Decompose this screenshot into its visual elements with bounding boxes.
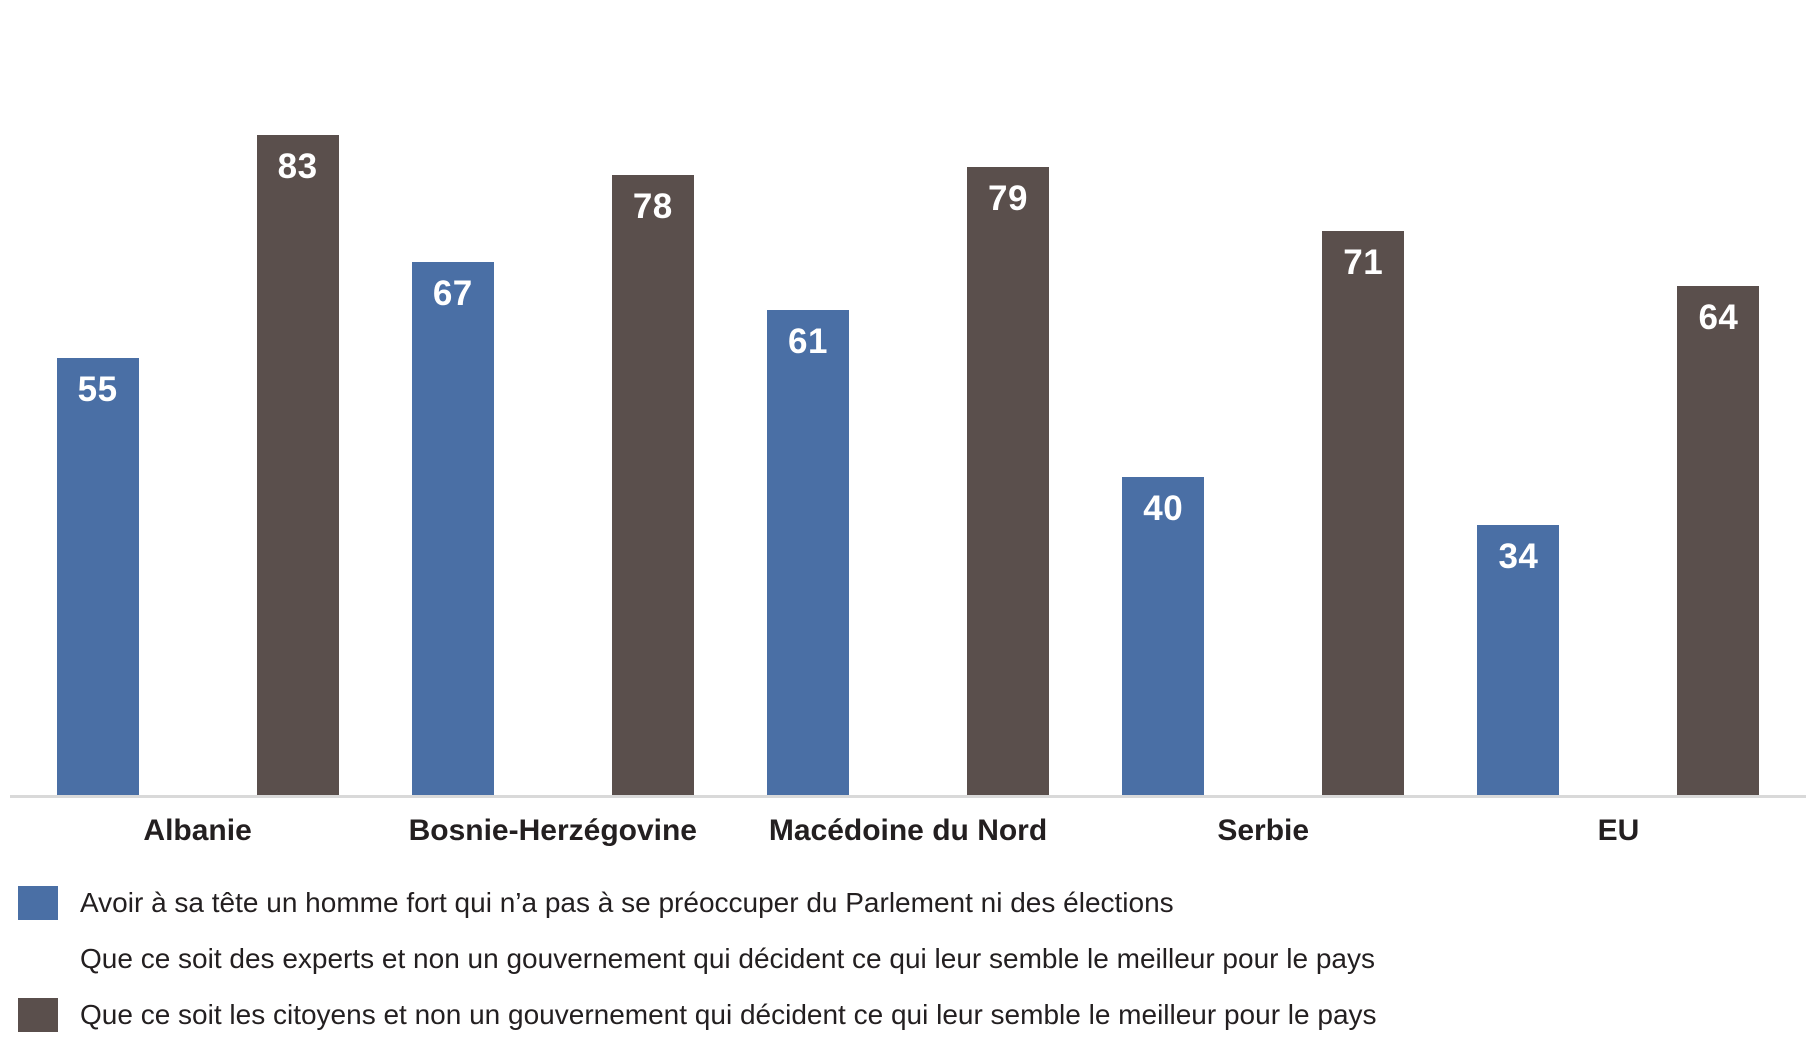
bar-group	[20, 0, 375, 795]
bar	[612, 175, 694, 795]
category-label: EU	[1597, 814, 1640, 847]
bar-value-label: 62	[1598, 314, 1639, 354]
category-labels	[20, 806, 1796, 856]
bar-value-label: 71	[1343, 242, 1384, 282]
legend-label: Que ce soit des experts et non un gouvernement qui décident ce qui leur semble le meilleur pour le pays	[80, 943, 1375, 974]
bar-value-label: 83	[277, 147, 318, 187]
bar-value-label: 34	[1498, 536, 1539, 576]
bar-value-label: 39	[1243, 496, 1284, 536]
bar-value-label: 67	[432, 274, 473, 314]
bar-value-label: 64	[1698, 298, 1739, 338]
bar	[157, 207, 239, 795]
bar-value-label: 74	[177, 218, 218, 258]
legend-label: Avoir à sa tête un homme fort qui n’a pas à se préoccuper du Parlement ni des élections	[80, 887, 1174, 918]
legend-label: Que ce soit les citoyens et non un gouvernement qui décident ce qui leur semble le meilleur pour le pays	[80, 999, 1377, 1030]
bar	[767, 310, 849, 795]
legend-swatch-icon	[18, 886, 58, 920]
bar	[512, 80, 594, 796]
legend-item[interactable]	[18, 875, 1798, 931]
bar-value-label: 71	[888, 242, 928, 282]
bar-group	[1086, 0, 1441, 795]
bar-group	[1441, 0, 1796, 795]
bar-group	[730, 0, 1085, 795]
category-label: Bosnie-Herzégovine	[408, 814, 697, 847]
bar	[1222, 485, 1304, 795]
legend	[18, 875, 1798, 1043]
bar-value-label: 90	[532, 91, 573, 131]
bar-value-label: 61	[788, 322, 828, 362]
bar-value-label: 55	[77, 369, 118, 409]
bar	[1122, 477, 1204, 795]
bar-value-label: 78	[632, 186, 673, 226]
category-label: Serbie	[1217, 814, 1310, 847]
bar-group	[375, 0, 730, 795]
bar	[967, 167, 1049, 795]
bar	[1577, 302, 1659, 795]
legend-swatch-icon	[18, 998, 58, 1032]
legend-swatch-icon	[18, 942, 58, 976]
bar	[1322, 231, 1404, 795]
bar-value-label: 40	[1143, 489, 1184, 528]
bar	[1677, 286, 1759, 795]
legend-item[interactable]	[18, 987, 1798, 1043]
bar	[867, 231, 949, 795]
category-label: Albanie	[143, 814, 252, 847]
bar-groups	[20, 0, 1796, 795]
x-axis-line	[10, 795, 1806, 798]
bar	[57, 358, 139, 795]
bar	[412, 262, 494, 795]
bar-value-label: 79	[988, 178, 1028, 218]
legend-item[interactable]	[18, 931, 1798, 987]
bar	[1477, 525, 1559, 795]
bar	[257, 135, 339, 795]
category-label: Macédoine du Nord	[768, 814, 1048, 847]
